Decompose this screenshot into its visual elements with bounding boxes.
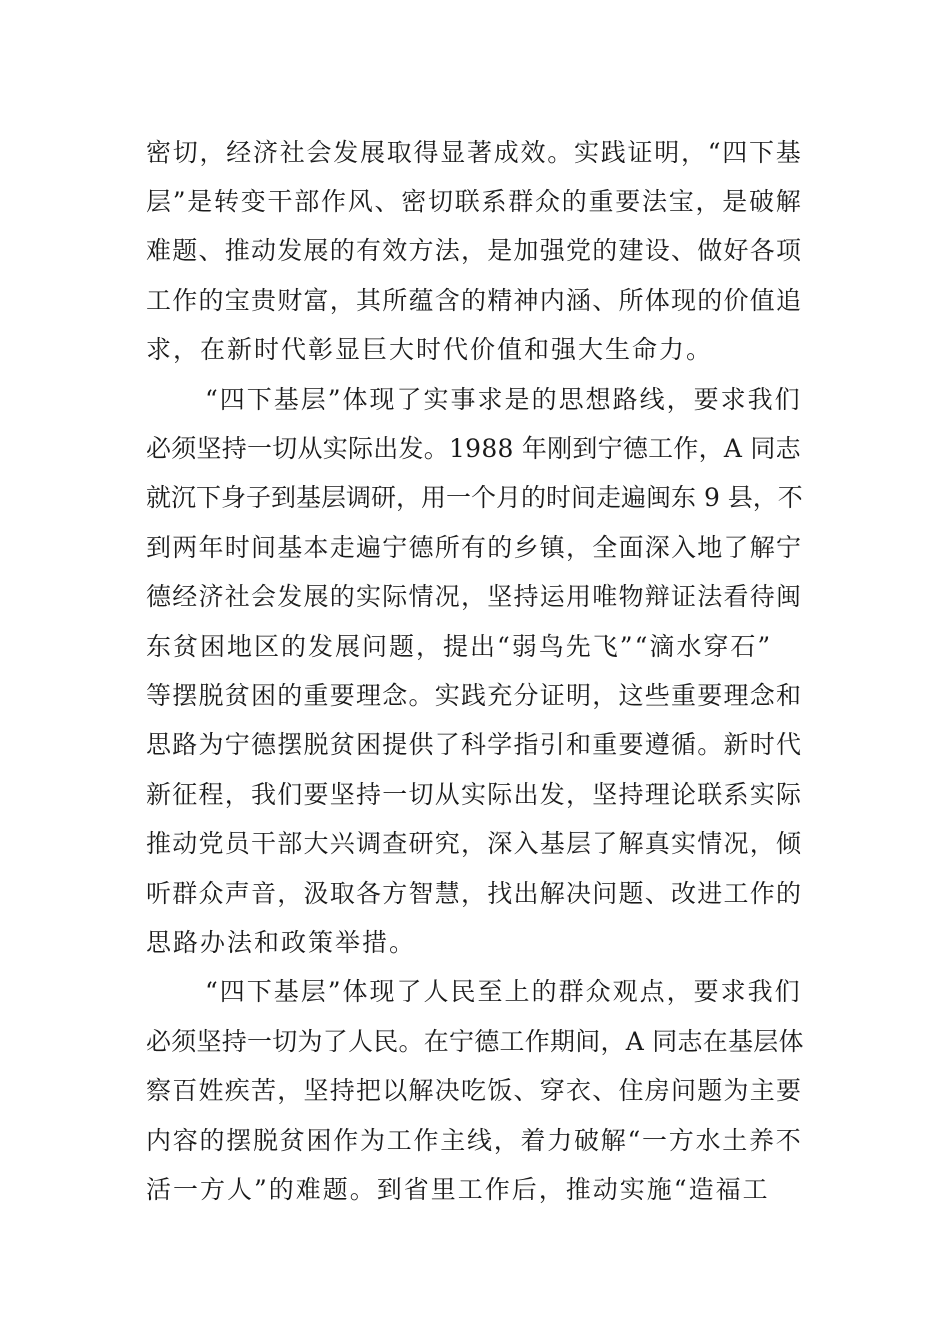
paragraph-first-line: “四下基层”体现了人民至上的群众观点，要求我们	[205, 977, 802, 1006]
text-line: 求，在新时代彰显巨大时代价值和强大生命力。	[146, 335, 714, 364]
text-line: 内容的摆脱贫困作为工作主线，着力破解“一方水土养不	[146, 1126, 803, 1155]
text-line: 思路为宁德摆脱贫困提供了科学指引和重要遵循。新时代	[146, 730, 803, 759]
text-line: 必须坚持一切从实际出发。1988 年刚到宁德工作，A 同志	[146, 434, 801, 463]
text-line: 听群众声音，汲取各方智慧，找出解决问题、改进工作的	[146, 879, 803, 908]
text-line: 等摆脱贫困的重要理念。实践充分证明，这些重要理念和	[146, 681, 803, 710]
text-line: 东贫困地区的发展问题，提出“弱鸟先飞”“滴水穿石”	[146, 632, 773, 661]
text-line: 工作的宝贵财富，其所蕴含的精神内涵、所体现的价值追	[146, 286, 803, 315]
text-line: 到两年时间基本走遍宁德所有的乡镇，全面深入地了解宁	[146, 533, 803, 562]
text-line: 察百姓疾苦，坚持把以解决吃饭、穿衣、住房问题为主要	[146, 1076, 803, 1105]
text-line: 难题、推动发展的有效方法，是加强党的建设、做好各项	[146, 236, 803, 265]
text-line: 德经济社会发展的实际情况，坚持运用唯物辩证法看待闽	[146, 582, 803, 611]
text-line: 新征程，我们要坚持一切从实际出发，坚持理论联系实际	[146, 780, 803, 809]
text-line: 推动党员干部大兴调查研究，深入基层了解真实情况，倾	[146, 829, 803, 858]
text-line: 思路办法和政策举措。	[146, 928, 417, 957]
text-line: 必须坚持一切为了人民。在宁德工作期间，A 同志在基层体	[146, 1027, 804, 1056]
paragraph-first-line: “四下基层”体现了实事求是的思想路线，要求我们	[205, 385, 802, 414]
text-line: 层”是转变干部作风、密切联系群众的重要法宝，是破解	[146, 187, 803, 216]
text-line: 密切，经济社会发展取得显著成效。实践证明，“四下基	[146, 138, 803, 167]
text-line: 活一方人”的难题。到省里工作后，推动实施“造福工	[146, 1175, 770, 1204]
text-line: 就沉下身子到基层调研，用一个月的时间走遍闽东 9 县，不	[146, 483, 803, 512]
